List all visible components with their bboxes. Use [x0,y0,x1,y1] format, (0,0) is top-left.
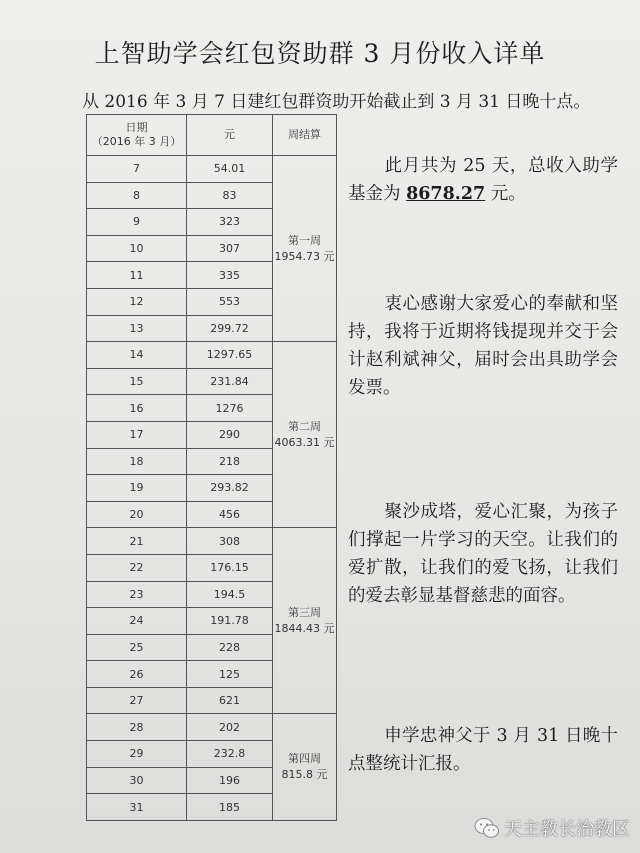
table-row [87,528,337,555]
date-cell: 14 [87,342,187,369]
table-header-row [87,115,337,156]
thanks-text: 衷心感谢大家爱心的奉献和坚持，我将于近期将钱提现并交于会计赵利斌神父，届时会出具助学会发票。 [348,294,618,398]
amount-cell: 176.15 [187,554,273,581]
amount-cell: 553 [187,288,273,315]
date-cell: 10 [87,235,187,262]
date-header-label: 日期 [125,121,148,134]
date-cell: 26 [87,661,187,688]
date-cell: 24 [87,608,187,635]
date-cell: 31 [87,794,187,821]
table-body [87,156,337,821]
table-row [87,714,337,741]
page-subtitle: 从 2016 年 3 月 7 日建红包群资助开始截止到 3 月 31 日晚十点。 [82,92,591,112]
date-cell: 13 [87,315,187,342]
week-total-cell [273,528,337,714]
date-cell: 21 [87,528,187,555]
date-cell: 22 [87,554,187,581]
watermark-text: 天主教长治教区 [504,819,630,840]
amount-cell: 308 [187,528,273,555]
page-title: 上智助学会红包资助群 3 月份收入详单 [94,39,546,68]
date-cell: 20 [87,501,187,528]
amount-cell: 231.84 [187,368,273,395]
amount-cell: 218 [187,448,273,475]
date-cell: 23 [87,581,187,608]
amount-cell: 185 [187,794,273,821]
week-total-cell [273,714,337,820]
date-cell: 7 [87,156,187,183]
wechat-icon [474,817,500,839]
amount-cell: 290 [187,421,273,448]
date-cell: 17 [87,421,187,448]
week-label: 第三周 [288,605,321,619]
date-cell: 19 [87,475,187,502]
amount-cell: 196 [187,767,273,794]
amount-cell: 191.78 [187,608,273,635]
date-cell: 27 [87,687,187,714]
amount-cell: 194.5 [187,581,273,608]
summary-text-after: 元。 [485,184,526,204]
watermark [474,815,630,841]
week-column-header: 周结算 [273,115,337,156]
amount-cell: 228 [187,634,273,661]
amount-cell: 232.8 [187,741,273,768]
week-total: 1954.73 元 [274,249,335,263]
amount-cell: 299.72 [187,315,273,342]
week-total: 815.8 元 [281,768,328,782]
week-total-cell [273,156,337,342]
date-cell: 9 [87,209,187,236]
amount-cell: 335 [187,262,273,289]
amount-cell: 202 [187,714,273,741]
week-total: 4063.31 元 [274,435,335,449]
summary-text-before: 此月共为 25 天，总收入助学基金为 [348,156,618,204]
amount-cell: 54.01 [187,156,273,183]
week-total-cell [273,342,337,528]
date-cell: 29 [87,741,187,768]
date-header-sublabel: （2016 年 3 月） [91,135,182,148]
amount-cell: 456 [187,501,273,528]
date-cell: 15 [87,368,187,395]
week-label: 第四周 [288,752,321,766]
income-table [86,114,337,821]
signature-text: 申学忠神父于 3 月 31 日晚十点整统计汇报。 [348,726,618,774]
amount-cell: 293.82 [187,475,273,502]
amount-cell: 1276 [187,395,273,422]
date-cell: 16 [87,395,187,422]
blessing-paragraph [348,498,618,610]
summary-paragraph [348,152,618,208]
date-cell: 11 [87,262,187,289]
date-cell: 12 [87,288,187,315]
week-label: 第一周 [288,233,321,247]
date-cell: 28 [87,714,187,741]
total-amount: 8678.27 [406,184,486,204]
date-column-header [87,115,187,156]
amount-cell: 323 [187,209,273,236]
amount-cell: 125 [187,661,273,688]
week-label: 第二周 [288,419,321,433]
date-cell: 25 [87,634,187,661]
amount-cell: 83 [187,182,273,209]
thanks-paragraph [348,290,618,402]
table-row [87,156,337,183]
week-total: 1844.43 元 [274,621,335,635]
amount-cell: 307 [187,235,273,262]
date-cell: 18 [87,448,187,475]
date-cell: 8 [87,182,187,209]
blessing-text: 聚沙成塔，爱心汇聚，为孩子们撑起一片学习的天空。让我们的爱扩散，让我们的爱飞扬，让我们的爱去彰显基督慈悲的面容。 [348,502,618,606]
signature-paragraph [348,722,618,778]
amount-column-header: 元 [187,115,273,156]
amount-cell: 621 [187,687,273,714]
table-row [87,342,337,369]
amount-cell: 1297.65 [187,342,273,369]
date-cell: 30 [87,767,187,794]
